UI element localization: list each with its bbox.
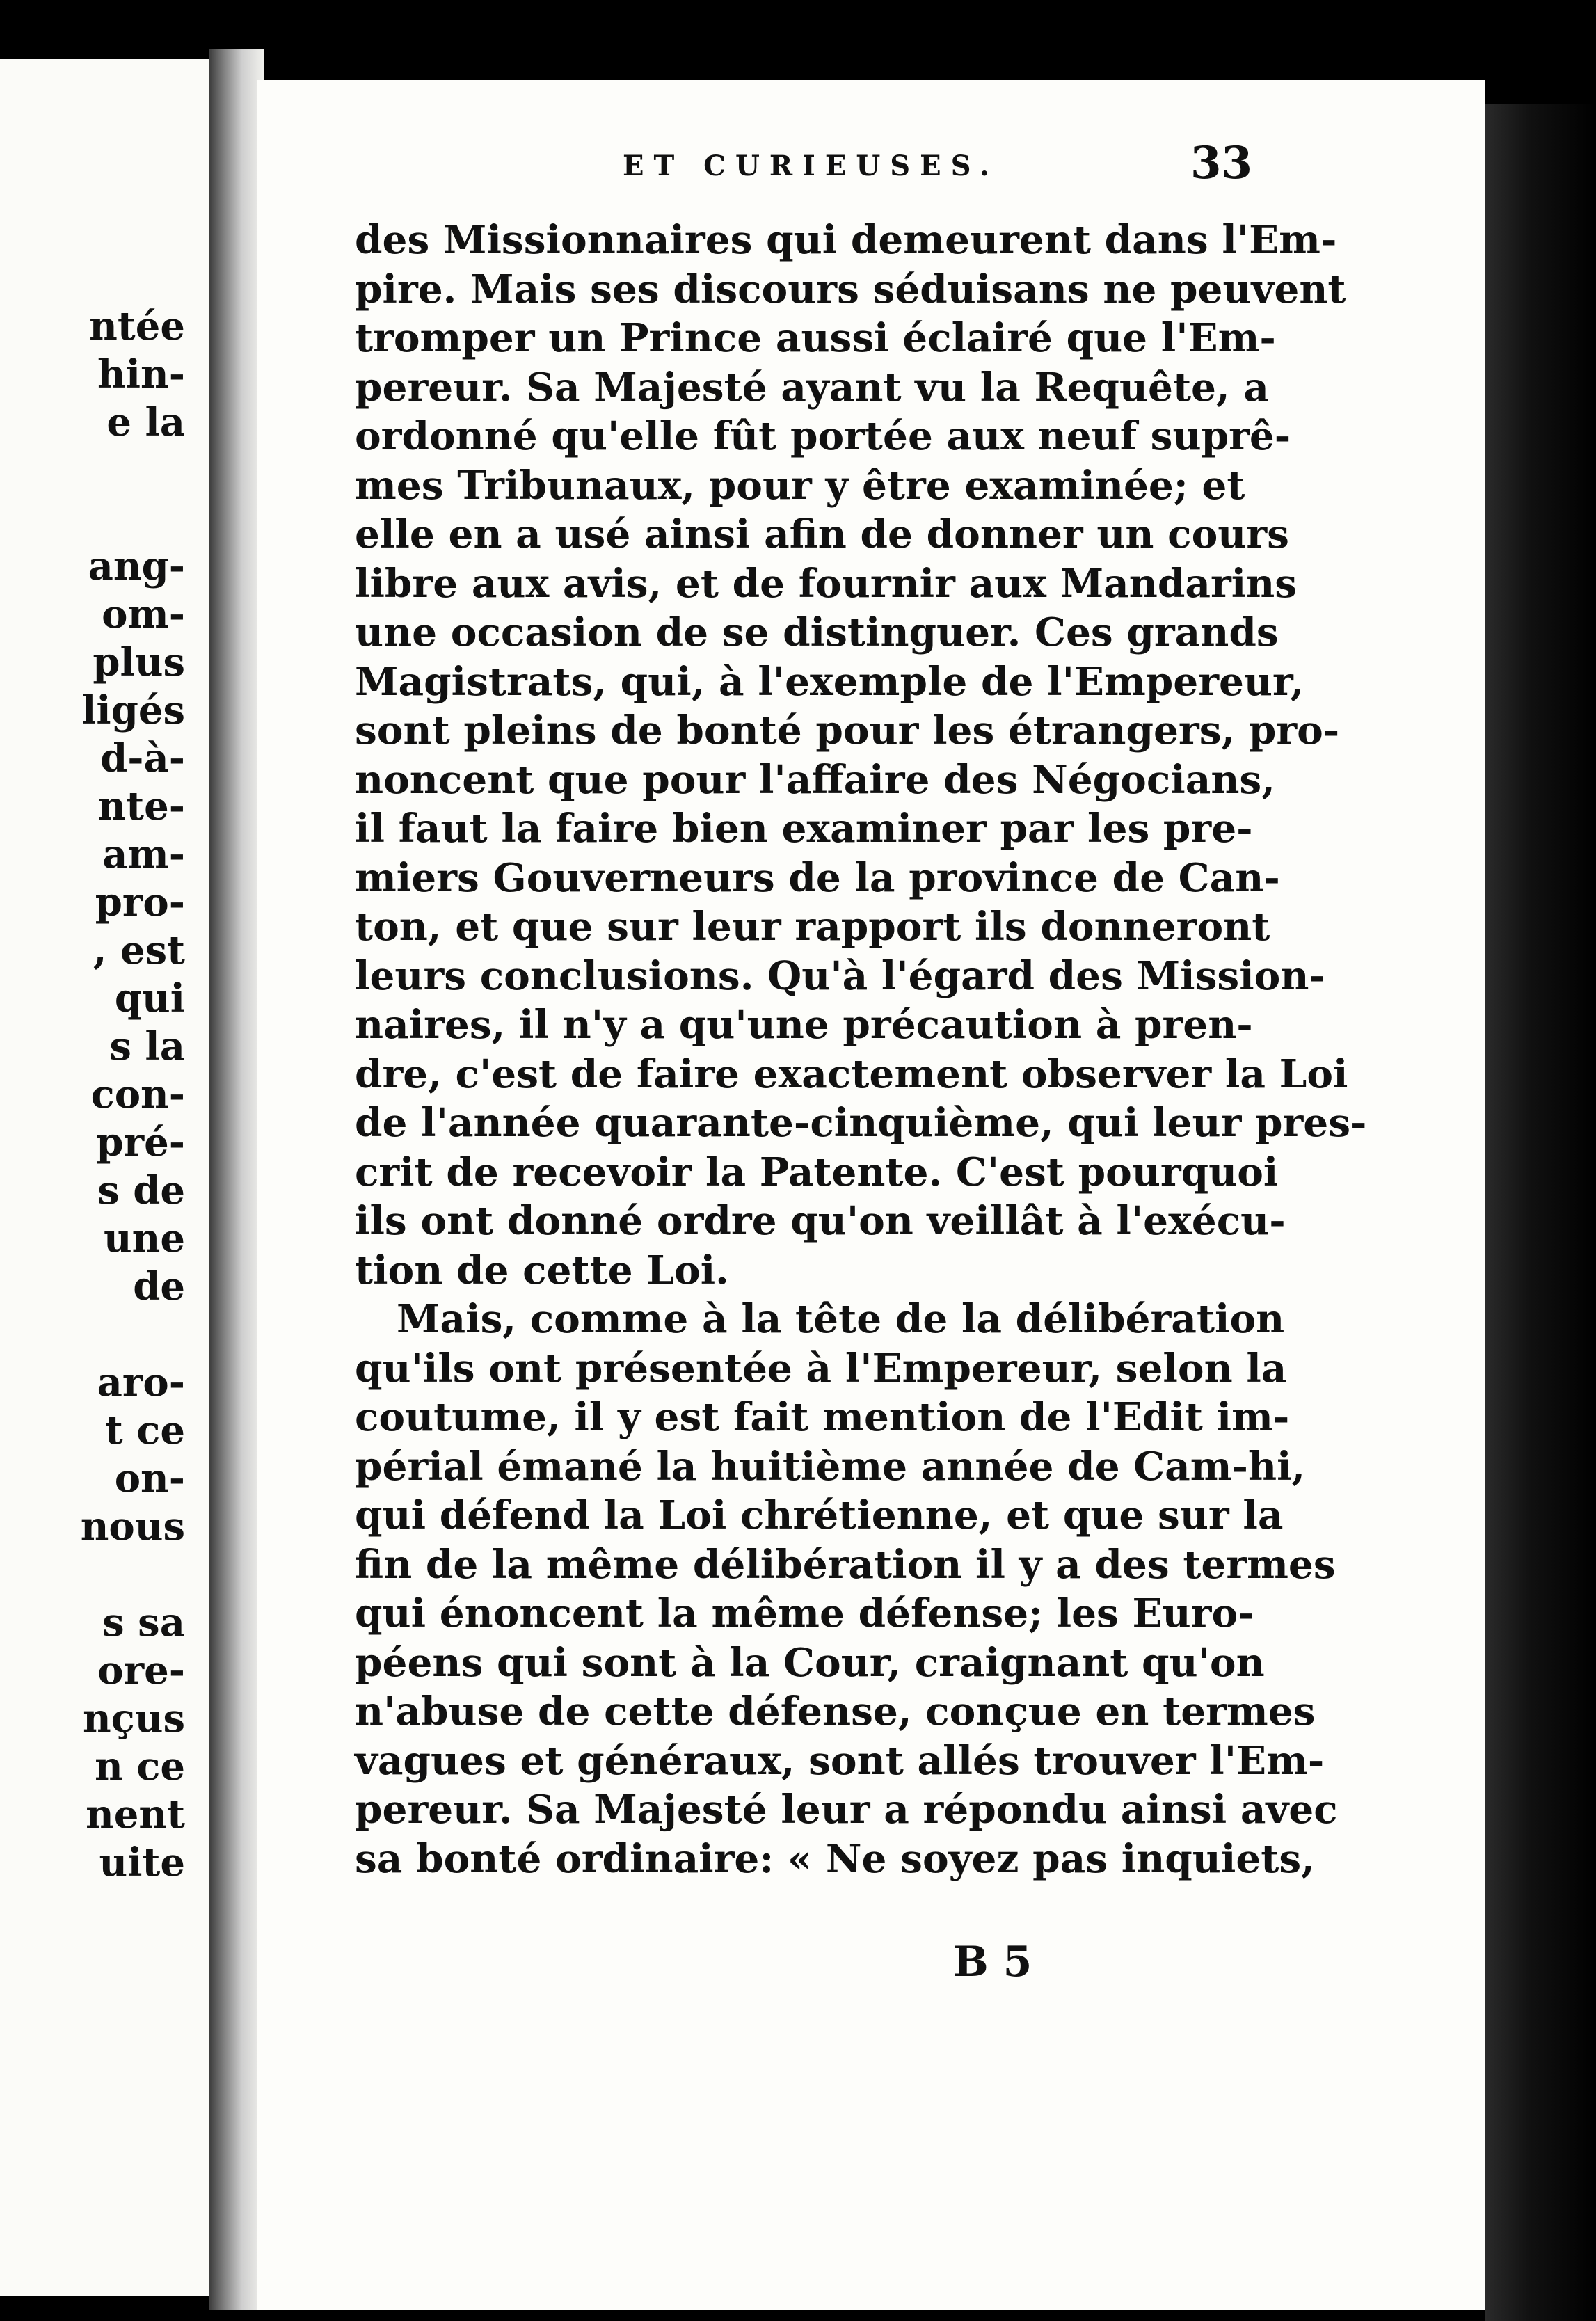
text-line: fin de la même délibération il y a des termes <box>355 1541 1336 1588</box>
text-line: sont pleins de bonté pour les étrangers, pro- <box>355 708 1340 753</box>
facing-page-line: nous <box>80 1504 185 1549</box>
text-line: crit de recevoir la Patente. C'est pourquoi <box>355 1149 1279 1195</box>
text-line: tion de cette Loi. <box>355 1247 729 1293</box>
text-line: péens qui sont à la Cour, craignant qu'on <box>355 1639 1265 1686</box>
facing-page-text <box>81 303 185 1887</box>
text-line: libre aux avis, et de fournir aux Mandarins <box>355 560 1298 607</box>
running-title: ET CURIEUSES. <box>623 150 999 182</box>
text-line: une occasion de se distinguer. Ces grands <box>355 609 1279 655</box>
text-line: ordonné qu'elle fût portée aux neuf suprê- <box>355 413 1291 459</box>
facing-page <box>0 59 209 2296</box>
book-cover-edge <box>1485 104 1596 2321</box>
facing-page-line: ang- <box>88 543 185 589</box>
facing-page-line <box>81 495 185 543</box>
text-line: leurs conclusions. Qu'à l'égard des Mission- <box>355 952 1325 999</box>
text-line: sa bonté ordinaire: « Ne soyez pas inquiets, <box>355 1835 1315 1882</box>
facing-page-line: , est <box>93 927 185 973</box>
text-line: périal émané la huitième année de Cam-hi, <box>355 1443 1306 1490</box>
text-line: tromper un Prince aussi éclairé que l'Em- <box>355 315 1276 361</box>
facing-page-line: nte- <box>97 783 185 829</box>
text-line: pire. Mais ses discours séduisans ne peuvent <box>355 266 1346 312</box>
text-line: naires, il n'y a qu'une précaution à pren- <box>355 1002 1253 1048</box>
facing-page-line: n ce <box>95 1744 185 1789</box>
text-line: il faut la faire bien examiner par les pre- <box>355 806 1253 852</box>
facing-page-line: om- <box>102 591 185 637</box>
text-line: dre, c'est de faire exactement observer la Loi <box>355 1051 1348 1097</box>
facing-page-line: qui <box>114 975 185 1021</box>
text-line: des Missionnaires qui demeurent dans l'Em- <box>355 217 1337 263</box>
facing-page-line <box>81 1551 185 1599</box>
facing-page-line: s sa <box>102 1600 185 1645</box>
text-line: coutume, il y est fait mention de l'Edit im- <box>355 1394 1290 1440</box>
text-line: miers Gouverneurs de la province de Can- <box>355 854 1280 901</box>
facing-page-line: on- <box>114 1455 185 1501</box>
text-line: noncent que pour l'affaire des Négocians, <box>355 756 1275 803</box>
text-line: vagues et généraux, sont allés trouver l'Em- <box>355 1737 1325 1784</box>
text-line: Mais, comme à la tête de la délibération <box>397 1296 1285 1342</box>
text-line: mes Tribunaux, pour y être examinée; et <box>355 462 1245 509</box>
facing-page-line: uite <box>99 1840 185 1885</box>
facing-page-line: de <box>133 1263 185 1309</box>
text-line: ils ont donné ordre qu'on veillât à l'exécu- <box>355 1198 1286 1244</box>
text-line: de l'année quarante-cinquième, qui leur pres- <box>355 1100 1367 1146</box>
body-text <box>355 216 1367 1883</box>
facing-page-line: con- <box>90 1071 185 1117</box>
facing-page-line: hin- <box>97 351 185 397</box>
facing-page-line: s de <box>97 1167 185 1213</box>
facing-page-line: s la <box>109 1023 185 1069</box>
text-line: pereur. Sa Majesté ayant vu la Requête, a <box>355 364 1269 410</box>
facing-page-line: e la <box>106 399 185 445</box>
facing-page-line: nçus <box>82 1696 185 1741</box>
facing-page-line: am- <box>102 831 185 877</box>
signature-mark: B 5 <box>953 1938 1032 1986</box>
facing-page-line: pro- <box>95 879 185 925</box>
text-line: qu'ils ont présentée à l'Empereur, selon la <box>355 1345 1287 1391</box>
text-line: pereur. Sa Majesté leur a répondu ainsi avec <box>355 1787 1338 1833</box>
facing-page-line: plus <box>93 639 185 685</box>
text-line: ton, et que sur leur rapport ils donneront <box>355 904 1270 950</box>
facing-page-line <box>81 1311 185 1359</box>
facing-page-line: ntée <box>89 303 185 349</box>
facing-page-line: t ce <box>104 1407 185 1453</box>
text-line: qui énoncent la même défense; les Euro- <box>355 1590 1254 1636</box>
text-line: elle en a usé ainsi afin de donner un cours <box>355 511 1289 557</box>
text-line: Magistrats, qui, à l'exemple de l'Empereur, <box>355 658 1304 705</box>
facing-page-line: pré- <box>96 1119 185 1165</box>
facing-page-line: nent <box>86 1792 185 1837</box>
facing-page-line: ligés <box>81 687 185 733</box>
page-number: 33 <box>1190 137 1252 189</box>
text-line: qui défend la Loi chrétienne, et que sur la <box>355 1492 1284 1538</box>
facing-page-line: une <box>103 1215 185 1261</box>
facing-page-line: aro- <box>97 1359 185 1405</box>
facing-page-line: d-à- <box>100 735 185 781</box>
facing-page-line <box>81 447 185 495</box>
book-gutter <box>209 49 264 2310</box>
facing-page-line: ore- <box>97 1648 185 1693</box>
text-line: n'abuse de cette défense, conçue en termes <box>355 1689 1316 1734</box>
running-head <box>358 137 1252 198</box>
